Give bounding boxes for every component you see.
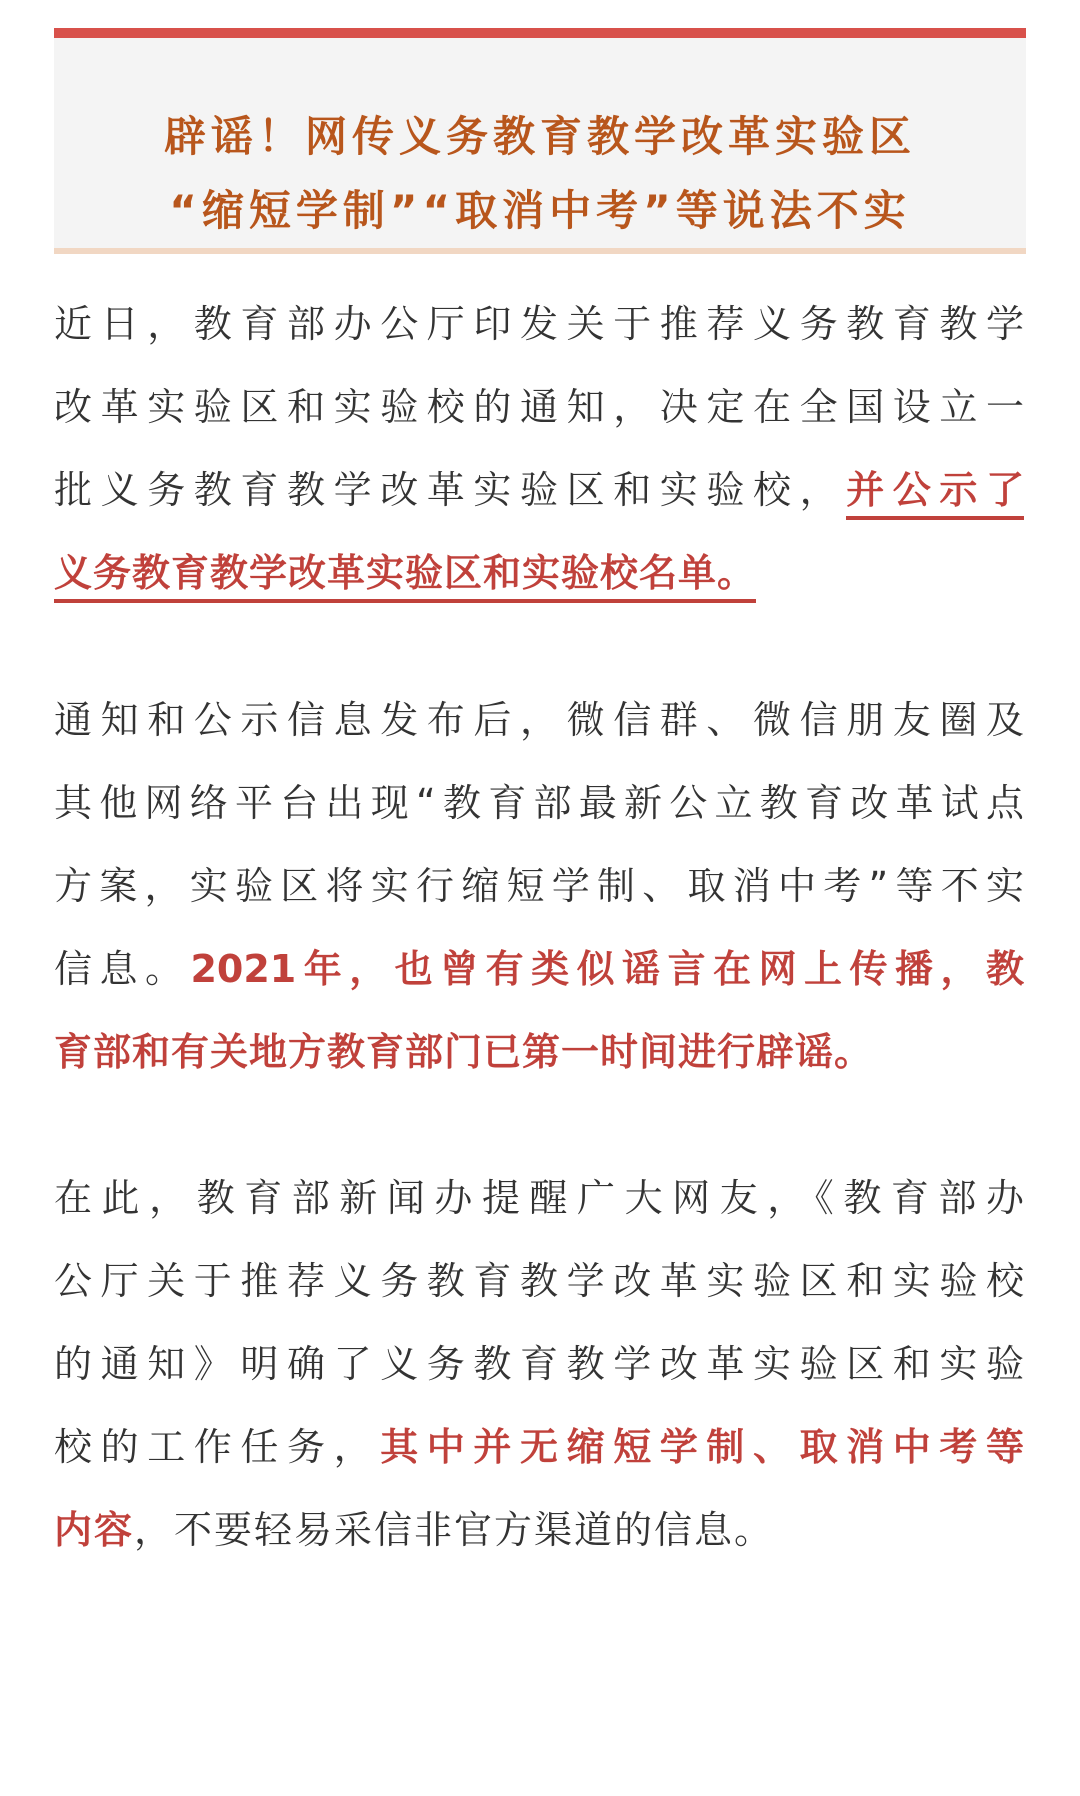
highlight-announcement-text: 并公示了	[846, 468, 1024, 520]
article-title-line-1: 辟谣！网传义务教育教学改革实验区	[163, 112, 916, 161]
paragraph-3-line-4-text: 校的工作任务，	[54, 1425, 381, 1469]
paragraph-1-line-4	[54, 543, 756, 603]
paragraph-2-line-2: 其他网络平台出现“教育部最新公立教育改革试点	[54, 781, 1024, 825]
highlight-rumor-2021-text: 2021年，也曾有类似谣言在网上传播，教	[190, 947, 1024, 991]
highlight-list-text: 义务教育教学改革实验区和实验校名单。	[54, 551, 756, 603]
paragraph-3-line-3: 的通知》明确了义务教育教学改革实验区和实验	[54, 1342, 1024, 1386]
paragraph-2-line-3: 方案，实验区将实行缩短学制、取消中考”等不实	[54, 864, 1024, 908]
article-title-box	[54, 28, 1026, 254]
paragraph-2-line-1: 通知和公示信息发布后，微信群、微信朋友圈及	[54, 698, 1024, 742]
paragraph-1-line-3	[54, 460, 1024, 520]
paragraph-3-line-1: 在此，教育部新闻办提醒广大网友，《教育部办	[54, 1176, 1024, 1220]
highlight-content-word: 内容	[54, 1508, 135, 1552]
paragraph-3-line-5	[54, 1500, 774, 1560]
paragraph-3-line-2: 公厅关于推荐义务教育教学改革实验区和实验校	[54, 1259, 1024, 1303]
title-bottom-accent-bar	[54, 248, 1026, 254]
paragraph-1-line-1: 近日，教育部办公厅印发关于推荐义务教育教学	[54, 302, 1024, 346]
paragraph-3-line-4	[54, 1417, 1024, 1477]
article-title-line-2: “缩短学制”“取消中考”等说法不实	[169, 186, 911, 235]
paragraph-2-line-5	[54, 1022, 873, 1082]
highlight-no-such-content-text: 其中并无缩短学制、取消中考等	[380, 1425, 1024, 1469]
paragraph-1-line-3-text: 批义务教育教学改革实验区和实验校，	[54, 468, 847, 512]
title-top-accent-bar	[54, 28, 1026, 38]
paragraph-2-line-4	[54, 939, 1024, 999]
highlight-debunked-text: 育部和有关地方教育部门已第一时间进行辟谣。	[54, 1030, 874, 1074]
paragraph-2-line-4-text: 信息。	[54, 947, 191, 991]
paragraph-1-line-2: 改革实验区和实验校的通知，决定在全国设立一	[54, 385, 1024, 429]
paragraph-3-line-5-text: ，不要轻易采信非官方渠道的信息。	[134, 1508, 775, 1552]
